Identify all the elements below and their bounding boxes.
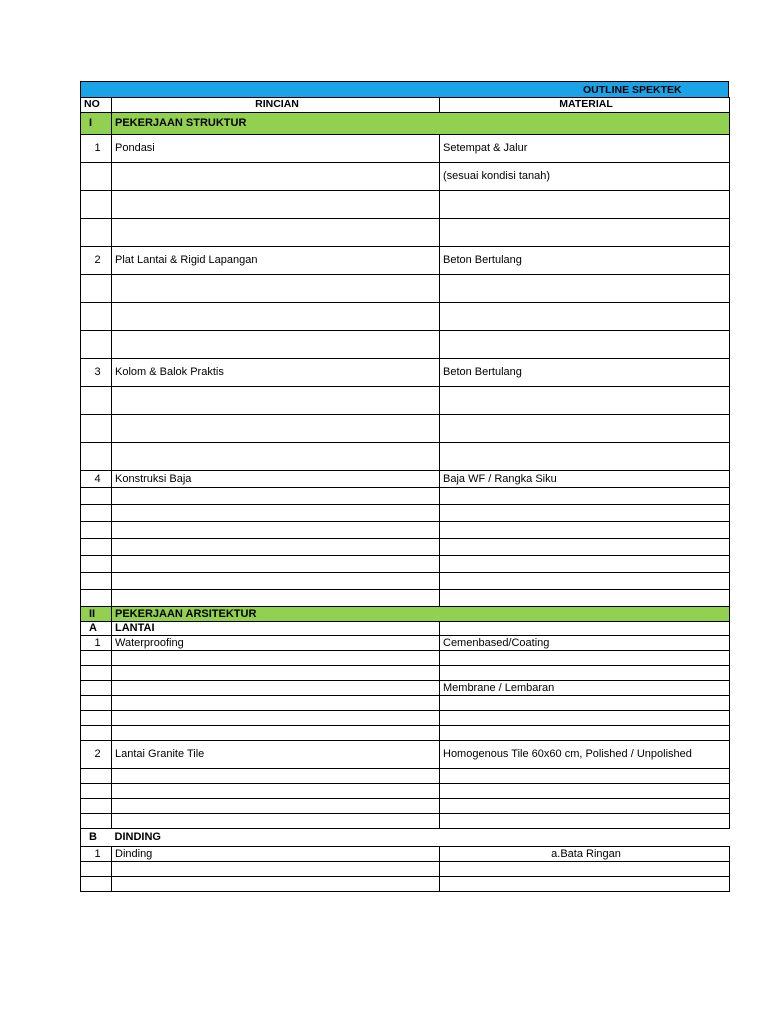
- table-row: [81, 651, 730, 666]
- row-rincian: [112, 681, 440, 696]
- table-row: [81, 590, 730, 607]
- row-no: [81, 163, 112, 191]
- row-rincian: [112, 163, 440, 191]
- row-no: 2: [81, 741, 112, 769]
- table-row: [81, 275, 730, 303]
- table-row: [81, 219, 730, 247]
- table-row: [81, 666, 730, 681]
- row-material: a.Bata Ringan: [440, 846, 730, 861]
- row-rincian: Konstruksi Baja: [112, 471, 440, 488]
- row-material: Beton Bertulang: [440, 247, 730, 275]
- subsection-row: [81, 829, 730, 846]
- row-no: [81, 681, 112, 696]
- row-rincian: Kolom & Balok Praktis: [112, 359, 440, 387]
- row-material: Baja WF / Rangka Siku: [440, 471, 730, 488]
- table-row: [81, 861, 730, 876]
- subsection-letter: B: [81, 829, 112, 846]
- table-row: [81, 359, 730, 387]
- table-row: [81, 387, 730, 415]
- row-no: 1: [81, 636, 112, 651]
- row-no: 2: [81, 247, 112, 275]
- row-material: Setempat & Jalur: [440, 135, 730, 163]
- subsection-row: [81, 622, 730, 636]
- table-row: [81, 681, 730, 696]
- table-row: [81, 711, 730, 726]
- table-row: [81, 846, 730, 861]
- table-row: [81, 741, 730, 769]
- table-row: [81, 769, 730, 784]
- table-row: [81, 876, 730, 891]
- table-row: [81, 415, 730, 443]
- table-row: [81, 539, 730, 556]
- table-row: [81, 331, 730, 359]
- table-row: [81, 505, 730, 522]
- section-number: II: [81, 607, 112, 622]
- table-row: [81, 247, 730, 275]
- table-row: [81, 814, 730, 829]
- subsection-label: LANTAI: [112, 622, 440, 636]
- spec-sheet: [80, 81, 729, 892]
- table-row: [81, 443, 730, 471]
- table-row: [81, 556, 730, 573]
- sheet-title: OUTLINE SPEKTEK: [583, 84, 682, 96]
- row-material: Homogenous Tile 60x60 cm, Polished / Unpolished: [440, 741, 730, 769]
- header-no: NO: [81, 98, 112, 113]
- table-row: [81, 573, 730, 590]
- spec-table: [80, 97, 730, 829]
- row-rincian: Waterproofing: [112, 636, 440, 651]
- table-row: [81, 191, 730, 219]
- table-row: [81, 799, 730, 814]
- row-no: 1: [81, 135, 112, 163]
- table-row: [81, 522, 730, 539]
- title-row: [80, 81, 729, 97]
- row-rincian: Plat Lantai & Rigid Lapangan: [112, 247, 440, 275]
- table-row: [81, 163, 730, 191]
- subsection-label: DINDING: [114, 831, 161, 843]
- section-label: PEKERJAAN STRUKTUR: [112, 113, 730, 135]
- row-no: 4: [81, 471, 112, 488]
- subsection-letter: A: [81, 622, 112, 636]
- row-material: Beton Bertulang: [440, 359, 730, 387]
- table-row: [81, 726, 730, 741]
- header-material: MATERIAL: [440, 98, 730, 113]
- header-rincian: RINCIAN: [112, 98, 440, 113]
- row-rincian: Lantai Granite Tile: [112, 741, 440, 769]
- row-material: Cemenbased/Coating: [440, 636, 730, 651]
- row-no: 1: [81, 846, 112, 861]
- row-material: (sesuai kondisi tanah): [440, 163, 730, 191]
- row-no: 3: [81, 359, 112, 387]
- section-number: I: [81, 113, 112, 135]
- table-row: [81, 784, 730, 799]
- row-rincian: Pondasi: [112, 135, 440, 163]
- row-rincian: Dinding: [112, 846, 440, 861]
- table-row: [81, 135, 730, 163]
- section-label: PEKERJAAN ARSITEKTUR: [112, 607, 730, 622]
- row-material: Membrane / Lembaran: [440, 681, 730, 696]
- table-row: [81, 488, 730, 505]
- section-row: [81, 607, 730, 622]
- table-row: [81, 471, 730, 488]
- table-row: [81, 636, 730, 651]
- section-row: [81, 113, 730, 135]
- header-row: [81, 98, 730, 113]
- table-row: [81, 303, 730, 331]
- table-row: [81, 696, 730, 711]
- spec-table-dinding: [80, 829, 730, 892]
